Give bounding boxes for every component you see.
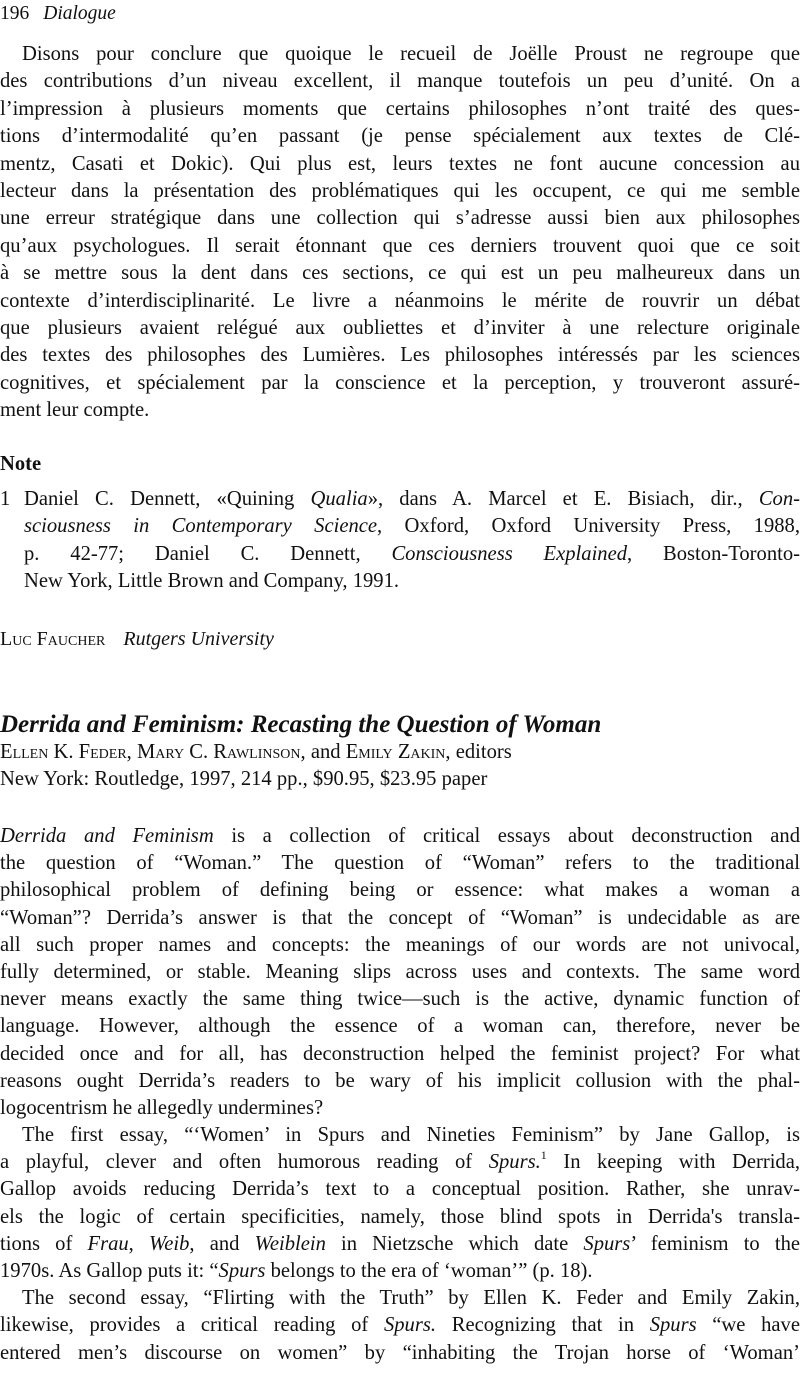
italic-text: Spurs. (488, 1151, 541, 1174)
running-header (0, 0, 800, 27)
text-run: language. However, although the essence of a woman can, therefore, never be (0, 1015, 800, 1038)
text-line (0, 41, 800, 68)
text-run: cognitives, et spécialement par la conscience et la perception, y trouveront assuré- (0, 371, 800, 394)
text-run: Gallop avoids reducing Derrida’s text to a conceptual position. Rather, she unrav- (0, 1178, 800, 1201)
text-run: l’impression à plusieurs moments que certains philosophes n’ont traité des ques- (0, 97, 800, 120)
text-run: une erreur stratégique dans une collection qui s’adresse aussi bien aux philosophes (0, 207, 800, 230)
text-run: , (128, 1232, 149, 1255)
text-line (0, 1204, 800, 1231)
italic-text: sciousness in Contemporary Science (24, 515, 378, 538)
italic-text: Spurs (218, 1260, 266, 1282)
text-run: els the logic of certain specificities, namely, those blind spots in Derrida's transla- (0, 1205, 800, 1228)
italic-text: Con- (758, 488, 800, 510)
italic-text: Derrida and Feminism (0, 825, 214, 847)
text-line (0, 1312, 800, 1339)
reviewer-affiliation: Rutgers University (123, 628, 274, 650)
text-line (0, 342, 800, 369)
footnote-number: 1 (0, 488, 11, 510)
text-line (0, 541, 800, 568)
reviewer-name: Luc Faucher (0, 628, 106, 650)
text-run: tions d’intermodalité qu’en passant (je pense spécialement aux textes de Clé- (0, 125, 800, 148)
text-run: p. 42-77; Daniel C. Dennett, (24, 542, 392, 565)
text-line (0, 123, 800, 150)
text-line (0, 178, 800, 205)
text-line (0, 370, 800, 397)
italic-text: Spurs. (383, 1314, 437, 1337)
text-run: Disons pour conclure que quoique le recueil de Joëlle Proust ne regroupe que (22, 43, 800, 65)
text-run: likewise, provides a critical reading of (0, 1314, 384, 1337)
reviewer-signature (0, 626, 800, 653)
text-run: “Woman”? Derrida’s answer is that the concept of “Woman” is undecidable as are (0, 906, 800, 929)
separator: , (126, 741, 137, 763)
text-line (0, 1176, 800, 1203)
text-run: contexte d’interdisciplinarité. Le livre a néanmoins le mérite de rouvrir un débat (0, 289, 800, 312)
editor-name: Ellen K. Feder (0, 741, 127, 763)
text-run: in Nietzsche which date (325, 1232, 584, 1255)
separator: , and (300, 741, 346, 763)
note-heading: Note (0, 453, 42, 475)
editor-name: Emily Zakin (345, 741, 446, 763)
text-run: qu’aux psychologues. Il serait étonnant que ces derniers trouvent quoi que ce soit (0, 234, 800, 257)
text-line (0, 1122, 800, 1149)
text-line (0, 397, 800, 424)
text-run: all such proper names and concepts: the meanings of our words are not univocal, (0, 933, 800, 956)
text-line (0, 96, 800, 123)
italic-text: Consciousness Explained (391, 542, 628, 565)
text-run: belongs to the era of ‘woman’” (p. 18). (265, 1260, 593, 1282)
text-run: Recognizing that in (436, 1314, 650, 1337)
journal-title: Dialogue (43, 3, 116, 24)
text-run: lecteur dans la présentation des problématiques qui les occupent, ce qui me semble (0, 179, 800, 202)
editor-name: Mary C. Rawlinson (136, 741, 301, 763)
text-line (0, 850, 800, 877)
text-line (0, 1013, 800, 1040)
text-run: 1970s. As Gallop puts it: “ (0, 1260, 219, 1282)
review-2-body (0, 823, 800, 1367)
text-line (0, 288, 800, 315)
text-line (0, 260, 800, 287)
text-run: tions of (0, 1232, 88, 1255)
text-run: des contributions d’un niveau excellent, il manque toutefois un peu d’unité. On a (0, 70, 800, 93)
editors-label: , editors (445, 741, 512, 763)
text-run: reasons ought Derrida’s readers to be wary of his implicit collusion with the phal- (0, 1069, 800, 1092)
text-line (0, 1340, 800, 1367)
text-run: à se mettre sous la dent dans ces sections, ce qui est un peu malheureux dans un (0, 262, 800, 285)
text-line (0, 823, 800, 850)
text-run: , Oxford, Oxford University Press, 1988, (377, 515, 800, 538)
text-line (0, 513, 800, 540)
text-run: fully determined, or stable. Meaning slips across uses and contexts. The same word (0, 960, 800, 983)
italic-text: Frau (87, 1232, 129, 1255)
text-run: , Boston-Toronto- (627, 542, 800, 565)
book-title: Derrida and Feminism: Recasting the Question of Woman (0, 711, 602, 738)
text-line (0, 986, 800, 1013)
text-line (0, 68, 800, 95)
text-line (0, 1068, 800, 1095)
italic-text: Weiblein (254, 1232, 326, 1255)
text-line (0, 315, 800, 342)
publication-info: New York: Routledge, 1997, 214 pp., $90.95, $23.95 paper (0, 768, 488, 790)
text-run: New York, Little Brown and Company, 1991. (24, 570, 400, 593)
text-run: “we have (696, 1314, 800, 1337)
text-run: logocentrism he allegedly undermines? (0, 1096, 324, 1119)
text-run: philosophical problem of defining being or essence: what makes a woman a (0, 879, 800, 902)
text-run: des textes des philosophes des Lumières. Les philosophes intéressés par les sciences (0, 344, 800, 367)
text-line (0, 568, 800, 595)
text-line (0, 1285, 800, 1312)
book-editors (0, 739, 800, 766)
text-line (0, 905, 800, 932)
text-run: mentz, Casati et Dokic). Qui plus est, leurs textes ne font aucune concession au (0, 152, 800, 175)
text-line (0, 1231, 800, 1258)
text-line (0, 1258, 800, 1285)
text-line (0, 1041, 800, 1068)
italic-text: Spurs (583, 1232, 631, 1255)
review-1-body (0, 41, 800, 424)
text-run: a playful, clever and often humorous reading of (0, 1151, 489, 1174)
text-run: The first essay, “‘Women’ in Spurs and Nineties Feminism” by Jane Gallop, is (22, 1124, 800, 1147)
text-line (0, 151, 800, 178)
text-line (0, 1149, 800, 1176)
text-run: que plusieurs avaient relégué aux oubliettes et d’inviter à une relecture originale (0, 316, 800, 339)
text-run: the question of “Woman.” The question of “Woman” refers to the traditional (0, 852, 800, 875)
text-run: , and (189, 1232, 255, 1255)
text-line (0, 1095, 800, 1122)
text-run: The second essay, “Flirting with the Truth” by Ellen K. Feder and Emily Zakin, (22, 1287, 800, 1310)
text-run: ment leur compte. (0, 399, 150, 422)
text-run: entered men’s discourse on women” by “inhabiting the Trojan horse of ‘Woman’ (0, 1341, 800, 1364)
text-run: Daniel C. Dennett, «Quining (24, 488, 311, 510)
text-run: ’ feminism to the (630, 1232, 800, 1255)
text-run: never means exactly the same thing twice—such is the active, dynamic function of (0, 988, 800, 1011)
page-number: 196 (0, 3, 30, 24)
text-run: », dans A. Marcel et E. Bisiach, dir., (367, 488, 759, 510)
text-run: In keeping with Derrida, (546, 1151, 800, 1174)
italic-text: Spurs (649, 1314, 697, 1337)
text-line (0, 932, 800, 959)
footnote-reference: 1 (540, 1148, 547, 1163)
italic-text: Qualia (310, 488, 368, 510)
italic-text: Weib (148, 1232, 190, 1255)
text-line (0, 233, 800, 260)
text-run: decided once and for all, has deconstruction helped the feminist project? For what (0, 1042, 800, 1065)
text-line (0, 959, 800, 986)
footnote-text (0, 486, 800, 596)
text-run: is a collection of critical essays about deconstruction and (213, 825, 800, 847)
text-line (0, 205, 800, 232)
text-line (0, 877, 800, 904)
footnote (0, 486, 800, 596)
text-line (0, 486, 800, 513)
